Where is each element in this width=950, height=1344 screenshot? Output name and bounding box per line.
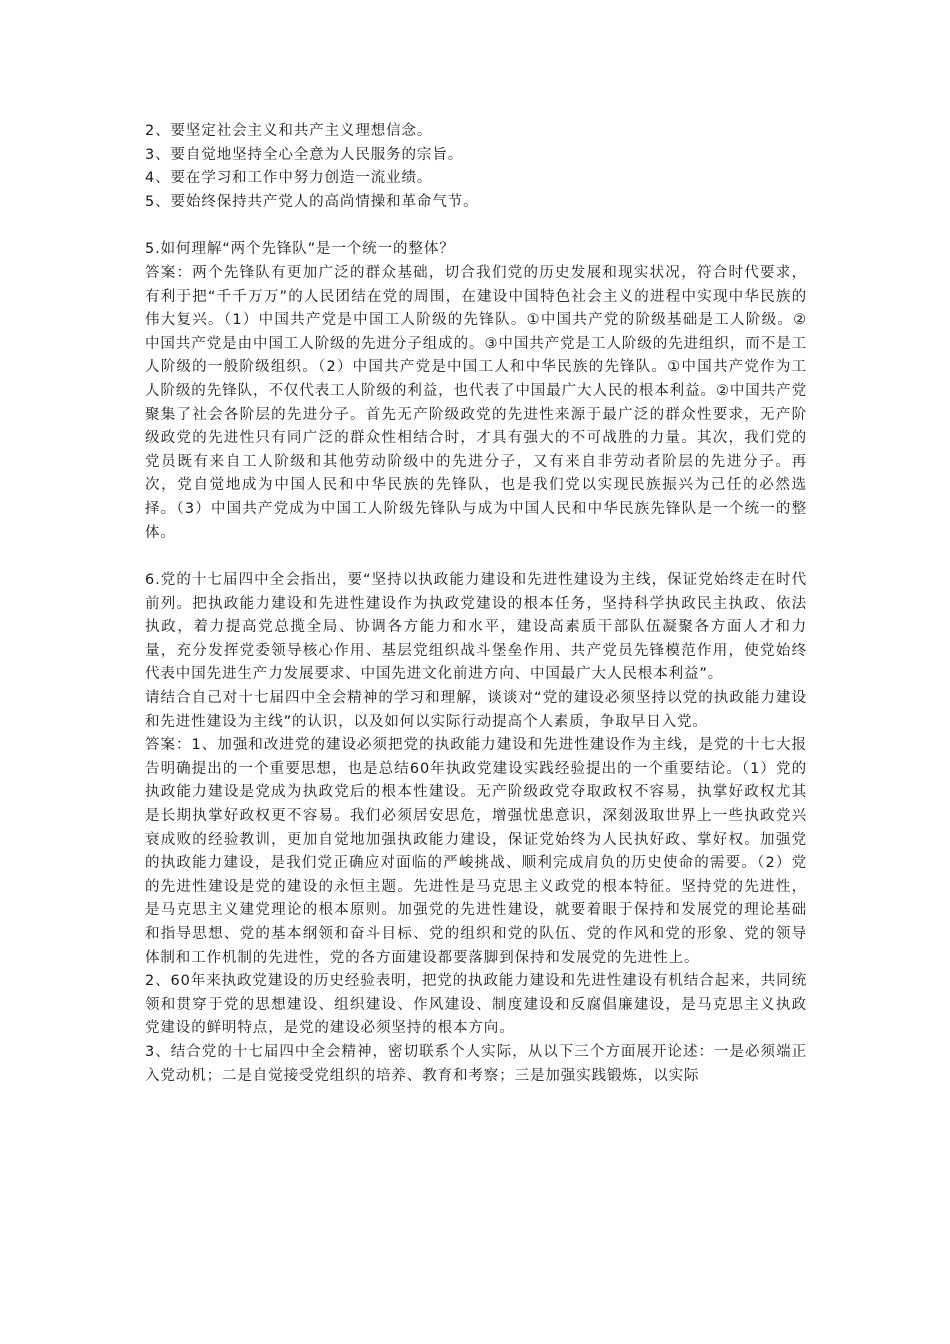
question-6-answer-part-2: 2、60年来执政党建设的历史经验表明，把党的执政能力建设和先进性建设有机结合起来，共同统领和贯穿于党的思想建设、组织建设、作风建设、制度建设和反腐倡廉建设，是马克思主义执政党建设的鲜明特点，是党的建设必须坚持的根本方向。: [145, 973, 807, 1037]
question-5-answer: 答案：两个先锋队有更加广泛的群众基础，切合我们党的历史发展和现实状况，符合时代要求，有利于把“千千万万”的人民团结在党的周围，在建设中国特色社会主义的进程中实现中华民族的伟大复兴。（1）中国共产党是中国工人阶级的先锋队。①中国共产党的阶级基础是工人阶级。②中国共产党是由中国工人阶级的先进分子组成的。③中国共产党是工人阶级的先进组织，而不是工人阶级的一般阶级组织。（2）中国共产党是中国工人和中华民族的先锋队。①中国共产党作为工人阶级的先锋队，不仅代表工人阶级的利益，也代表了中国最广大人民的根本利益。②中国共产党聚集了社会各阶层的先进分子。首先无产阶级政党的先进性来源于最广泛的群众性要求，无产阶级政党的先进性只有同广泛的群众性相结合时，才具有强大的不可战胜的力量。其次，我们党的党员既有来自工人阶级和其他劳动阶级中的先进分子，又有来自非劳动者阶层的先进分子。再次，党自觉地成为中国人民和中华民族的先锋队，也是我们党以实现民族振兴为己任的必然选择。（3）中国共产党成为中国工人阶级先锋队与成为中国人民和中华民族先锋队是一个统一的整体。: [145, 264, 807, 541]
question-6-title: 6.党的十七届四中全会指出，要“坚持以执政能力建设和先进性建设为主线，保证党始终走在时代前列。把执政能力建设和先进性建设作为执政党建设的根本任务，坚持科学执政民主执政、依法执政，着力提高党总揽全局、协调各方能力和水平，建设高素质干部队伍凝聚各方面人才和力量，充分发挥党委领导核心作用、基层党组织战斗堡垒作用、共产党员先锋模范作用，使党始终代表中国先进生产力发展要求、中国先进文化前进方向、中国最广大人民根本利益”。: [145, 572, 807, 683]
paragraph-spacer: [145, 545, 807, 569]
question-6-prompt: 请结合自己对十七届四中全会精神的学习和理解，谈谈对“党的建设必须坚持以党的执政能力建设和先进性建设为主线”的认识，以及如何以实际行动提高个人素质，争取早日入党。: [145, 690, 807, 730]
document-page: [145, 120, 807, 1088]
question-5-title: 5.如何理解“两个先锋队”是一个统一的整体？: [145, 241, 455, 258]
question-6-answer-part-1: 答案：1、加强和改进党的建设必须把党的执政能力建设和先进性建设作为主线，是党的十七大报告明确提出的一个重要思想，也是总结60年执政党建设实践经验提出的一个重要结论。（1）党的执政能力建设是党成为执政党后的根本性建设。无产阶级政党夺取政权不容易，执掌好政权尤其是长期执掌好政权更不容易。我们必须居安思危，增强忧患意识，深刻汲取世界上一些执政党兴衰成败的经验教训，更加自觉地加强执政能力建设，保证党始终为人民执好政、掌好权。加强党的执政能力建设，是我们党正确应对面临的严峻挑战、顺利完成肩负的历史使命的需要。（2）党的先进性建设是党的建设的永恒主题。先进性是马克思主义政党的根本特征。坚持党的先进性，是马克思主义建党理论的根本原则。加强党的先进性建设，就要着眼于保持和发展党的理论基础和指导思想、党的基本纲领和奋斗目标、党的组织和党的队伍、党的作风和党的形象、党的领导体制和工作机制的先进性，党的各方面建设都要落脚到保持和发展党的先进性上。: [145, 737, 807, 966]
paragraph-spacer: [145, 214, 807, 238]
question-6-answer-part-3: 3、结合党的十七届四中全会精神，密切联系个人实际，从以下三个方面展开论述：一是必须端正入党动机；二是自觉接受党组织的培养、教育和考察；三是加强实践锻炼，以实际: [145, 1043, 807, 1084]
list-item: 4、要在学习和工作中努力创造一流业绩。: [145, 170, 433, 187]
list-item: 2、要坚定社会主义和共产主义理想信念。: [145, 123, 433, 139]
list-item: 3、要自觉地坚持全心全意为人民服务的宗旨。: [145, 146, 464, 163]
list-item: 5、要始终保持共产党人的高尚情操和革命气节。: [145, 193, 479, 210]
